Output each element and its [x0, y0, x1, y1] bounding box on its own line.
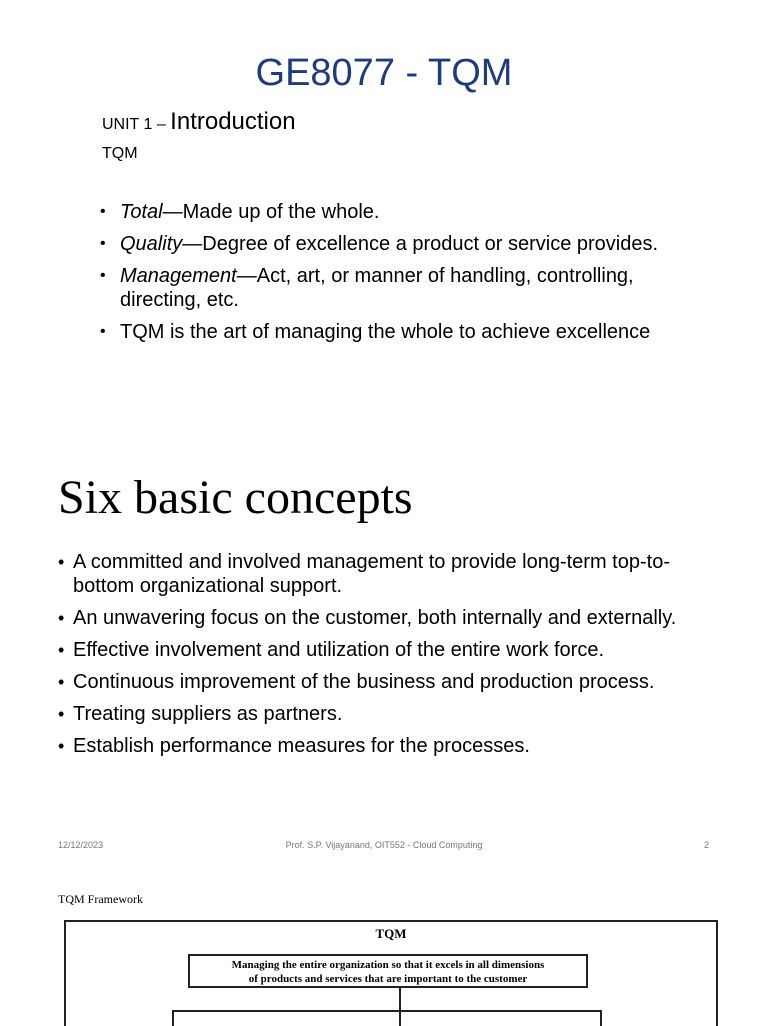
unit-heading: [102, 108, 296, 136]
list-item: • An unwavering focus on the customer, both internally and externally.: [58, 606, 718, 630]
framework-definition-box: [188, 954, 588, 988]
framework-box-title: TQM: [375, 926, 407, 941]
definition-term: Total: [120, 201, 163, 223]
slide-title: GE8077 - TQM: [255, 52, 513, 94]
list-item: [100, 264, 660, 312]
definition-text: —Made up of the whole.: [162, 201, 380, 223]
list-item: • Continuous improvement of the business and production process.: [58, 670, 718, 694]
list-item: • Establish performance measures for the processes.: [58, 734, 718, 758]
list-item: [100, 200, 660, 224]
definition-list: [100, 200, 660, 352]
list-item: • Effective involvement and utilization of the entire work force.: [58, 638, 718, 662]
framework-title: TQM Framework: [58, 892, 143, 906]
list-item: [100, 232, 660, 256]
list-item: • A committed and involved management to provide long-term top-to-bottom organizational support.: [58, 550, 718, 598]
connector-line: [172, 1010, 602, 1012]
framework-box-line-1: Managing the entire organization so that it excels in all dimensions: [231, 959, 545, 971]
list-item: • Treating suppliers as partners.: [58, 702, 718, 726]
footer-author: Prof. S.P. Vijayanand, OIT552 - Cloud Computing: [285, 840, 483, 850]
framework-diagram: [64, 920, 718, 1026]
footer-page-number: 2: [704, 840, 710, 850]
footer-date: 12/12/2023: [58, 840, 104, 850]
concepts-heading: Six basic concepts: [58, 471, 413, 524]
unit-prefix: UNIT 1 –: [102, 116, 171, 133]
concepts-list: [58, 550, 718, 766]
definition-text: —Degree of excellence a product or service provides.: [182, 233, 659, 255]
definition-text: TQM is the art of managing the whole to achieve excellence: [120, 321, 651, 343]
connector-line: [399, 988, 401, 1010]
list-item: [100, 320, 660, 344]
definition-term: Management: [120, 265, 237, 287]
section-label: TQM: [102, 145, 138, 162]
framework-box-line-2: of products and services that are important to the customer: [248, 973, 528, 985]
definition-term: Quality: [120, 233, 183, 255]
definition-text: —Act, art, or manner of handling, controlling, directing, etc.: [120, 265, 634, 311]
unit-title: Introduction: [170, 108, 296, 135]
